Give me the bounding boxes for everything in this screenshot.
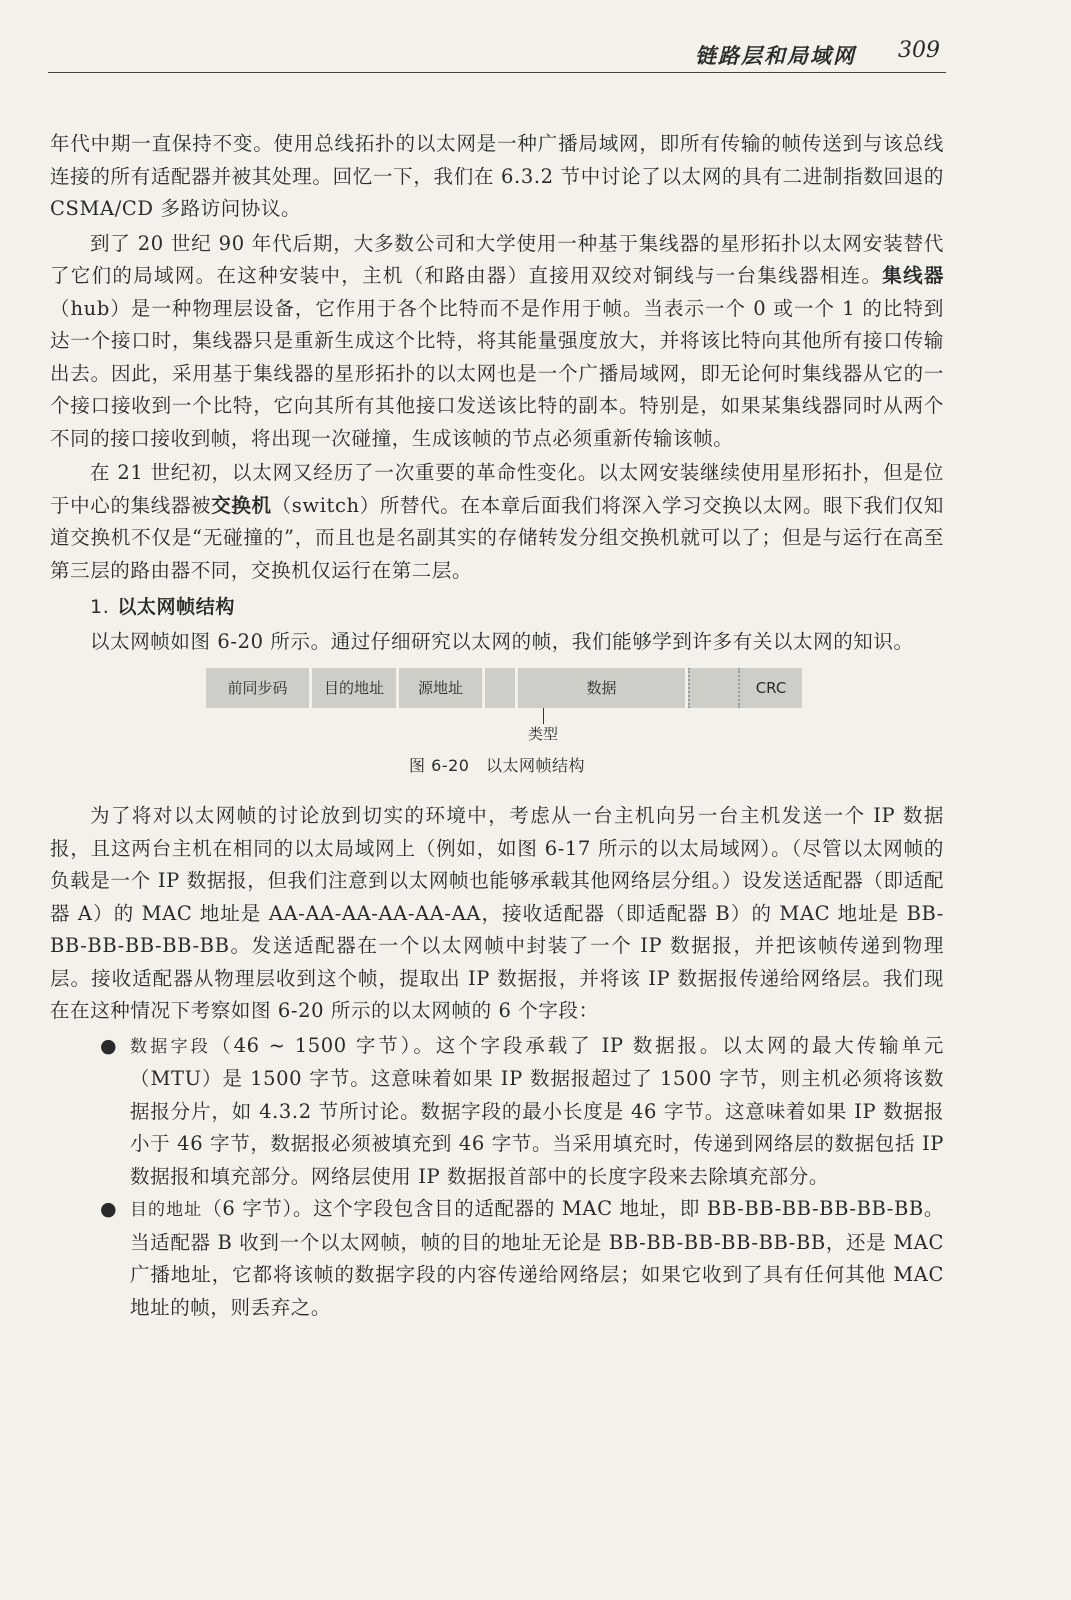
bullet-term: 目的地址 bbox=[130, 1200, 203, 1220]
bullet-dest-address bbox=[50, 1193, 944, 1324]
field-src-address: 源地址 bbox=[399, 668, 485, 708]
field-dest-address: 目的地址 bbox=[312, 668, 399, 708]
term-switch: 交换机 bbox=[211, 493, 272, 517]
figure-ethernet-frame bbox=[50, 668, 944, 800]
paragraph-2-part-a: 到了 20 世纪 90 年代后期，大多数公司和大学使用一种基于集线器的星形拓扑以太网安装替代了它们的局域网。在这种安装中，主机（和路由器）直接用双绞对铜线与一台集线器相连。 bbox=[50, 231, 944, 287]
bullet-text: （46 ~ 1500 字节）。这个字段承载了 IP 数据报。以太网的最大传输单元（MTU）是 1500 字节。这意味着如果 IP 数据报超过了 1500 字节，则主机必须将该数据报分片，如 4.3.2 节所讨论。数据字段的最小长度是 46 字节。这意味着如果 IP 数据报小于 46 字节，数据报必须被填充到 46 字节。当采用填充时，传递到网络层的数据包括 IP 数据报和填充部分。网络层使用 IP 数据报首部中的长度字段来去除填充部分。 bbox=[130, 1033, 944, 1188]
paragraph-1: 年代中期一直保持不变。使用总线拓扑的以太网是一种广播局域网，即所有传输的帧传送到与该总线连接的所有适配器并被其处理。回忆一下，我们在 6.3.2 节中讨论了以太网的具有二进制指数回退的 CSMA/CD 多路访问协议。 bbox=[50, 132, 944, 220]
paragraph-4: 以太网帧如图 6-20 所示。通过仔细研究以太网的帧，我们能够学到许多有关以太网的知识。 bbox=[90, 629, 914, 653]
type-label: 类型 bbox=[528, 725, 559, 743]
figure-caption: 图 6-20 以太网帧结构 bbox=[409, 756, 585, 775]
paragraph-2-part-b: （hub）是一种物理层设备，它作用于各个比特而不是作用于帧。当表示一个 0 或一个 1 的比特到达一个接口时，集线器只是重新生成这个比特，将其能量强度放大，并将该比特向其他所有接口传输出去。因此，采用基于集线器的星形拓扑的以太网也是一个广播局域网，即无论何时集线器从它的一个接口接收到一个比特，它向其所有其他接口发送该比特的副本。特别是，如果某集线器同时从两个不同的接口接收到帧，将出现一次碰撞，生成该帧的节点必须重新传输该帧。 bbox=[50, 296, 944, 450]
field-type bbox=[485, 668, 518, 708]
term-hub: 集线器 bbox=[882, 264, 944, 287]
page-header bbox=[48, 36, 946, 73]
field-data-continued bbox=[688, 668, 740, 708]
page-body bbox=[50, 128, 944, 1324]
bullet-term: 数据字段 bbox=[130, 1036, 212, 1057]
paragraph-3 bbox=[50, 457, 944, 587]
field-data: 数据 bbox=[518, 668, 688, 708]
bullet-data-field bbox=[50, 1030, 944, 1194]
section-number: 1. bbox=[90, 596, 110, 618]
page-number: 309 bbox=[898, 38, 940, 63]
paragraph-3-part-a: 在 21 世纪初，以太网又经历了一次重要的革命性变化。以太网安装继续使用星形拓扑，但是位于中心的集线器被 bbox=[50, 461, 944, 517]
running-title: 链路层和局域网 bbox=[695, 43, 856, 68]
section-title: 以太网帧结构 bbox=[117, 596, 235, 618]
bullet-dot: ● bbox=[100, 1198, 118, 1220]
bullet-dot: ● bbox=[100, 1034, 118, 1057]
bullet-text: （6 字节）。这个字段包含目的适配器的 MAC 地址，即 BB-BB-BB-BB-BB-BB。当适配器 B 收到一个以太网帧，帧的目的地址无论是 BB-BB-BB-BB-BB-BB，还是 MAC 广播地址，它都将该帧的数据字段的内容传递给网络层；如果它收到了具有任何其他 MAC 地址的帧，则丢弃之。 bbox=[130, 1197, 945, 1319]
field-crc: CRC bbox=[740, 668, 802, 708]
section-heading bbox=[90, 591, 944, 624]
field-preamble: 前同步码 bbox=[206, 668, 312, 708]
paragraph-3-part-b: （switch）所替代。在本章后面我们将深入学习交换以太网。眼下我们仅知道交换机不仅是“无碰撞的”，而且也是名副其实的存储转发分组交换机就可以了；但是与运行在高至第三层的路由器不同，交换机仅运行在第二层。 bbox=[50, 493, 944, 582]
frame-diagram bbox=[206, 668, 839, 708]
paragraph-2 bbox=[50, 228, 944, 456]
paragraph-5: 为了将对以太网帧的讨论放到切实的环境中，考虑从一台主机向另一台主机发送一个 IP 数据报，且这两台主机在相同的以太局域网上（例如，如图 6-17 所示的以太局域网）。（尽管以太网帧的负载是一个 IP 数据报，但我们注意到以太网帧也能够承载其他网络层分组。）设发送适配器（即适配器 A）的 MAC 地址是 AA-AA-AA-AA-AA-AA，接收适配器（即适配器 B）的 MAC 地址是 BB-BB-BB-BB-BB-BB。发送适配器在一个以太网帧中封装了一个 IP 数据报，并把该帧传递到物理层。接收适配器从物理层收到这个帧，提取出 IP 数据报，并将该 IP 数据报传递给网络层。我们现在在这种情况下考察如图 6-20 所示的以太网帧的 6 个字段： bbox=[50, 804, 944, 1022]
